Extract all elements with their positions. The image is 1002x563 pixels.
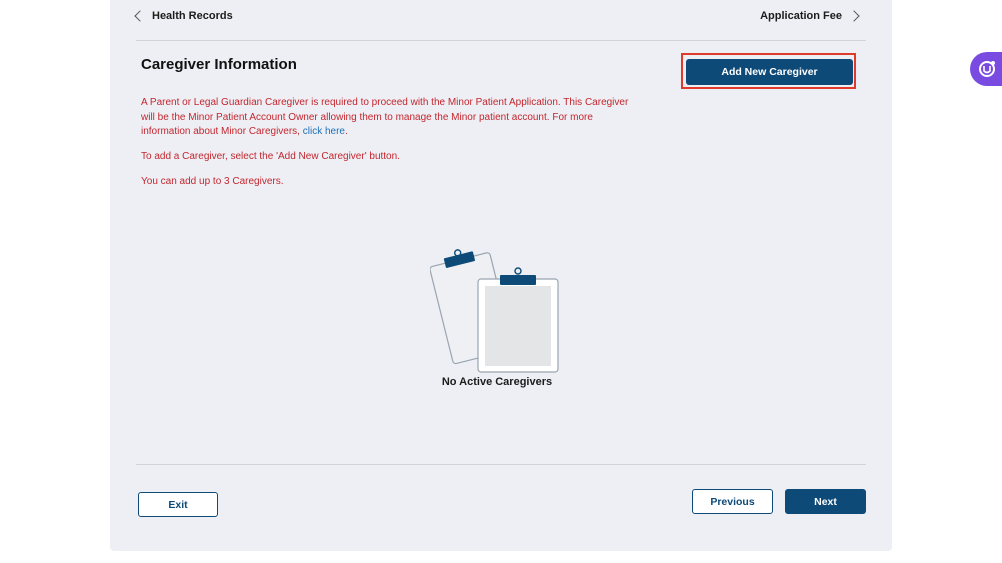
previous-button[interactable]: Previous	[692, 489, 773, 514]
intro-text: A Parent or Legal Guardian Caregiver is required to proceed with the Minor Patient Application. This Caregiver will be the Minor Patient Account Owner allowing them to manage the Minor patient account. For more information about Minor Caregivers,	[141, 97, 629, 137]
bottom-divider	[136, 464, 866, 465]
clipboard-icon	[430, 246, 570, 376]
top-divider	[136, 40, 866, 41]
forward-link[interactable]	[760, 10, 858, 22]
instruction-message: To add a Caregiver, select the 'Add New Caregiver' button.	[141, 151, 400, 162]
extension-icon	[970, 52, 1002, 86]
exit-button[interactable]: Exit	[138, 492, 218, 517]
application-panel	[110, 0, 892, 551]
click-here-link[interactable]: click here	[302, 126, 345, 137]
back-link-label: Health Records	[152, 10, 233, 22]
next-button[interactable]: Next	[785, 489, 866, 514]
browser-extension-button[interactable]	[970, 52, 1002, 86]
limit-message: You can add up to 3 Caregivers.	[141, 176, 284, 187]
empty-state-label: No Active Caregivers	[441, 376, 553, 388]
add-new-caregiver-button[interactable]: Add New Caregiver	[686, 59, 853, 85]
forward-link-label: Application Fee	[760, 10, 842, 22]
chevron-left-icon	[134, 10, 145, 21]
page-title: Caregiver Information	[141, 56, 297, 73]
back-link[interactable]	[136, 10, 233, 22]
intro-message	[141, 96, 641, 140]
chevron-right-icon	[848, 10, 859, 21]
step-navigation	[110, 0, 892, 40]
intro-end: .	[345, 126, 348, 137]
